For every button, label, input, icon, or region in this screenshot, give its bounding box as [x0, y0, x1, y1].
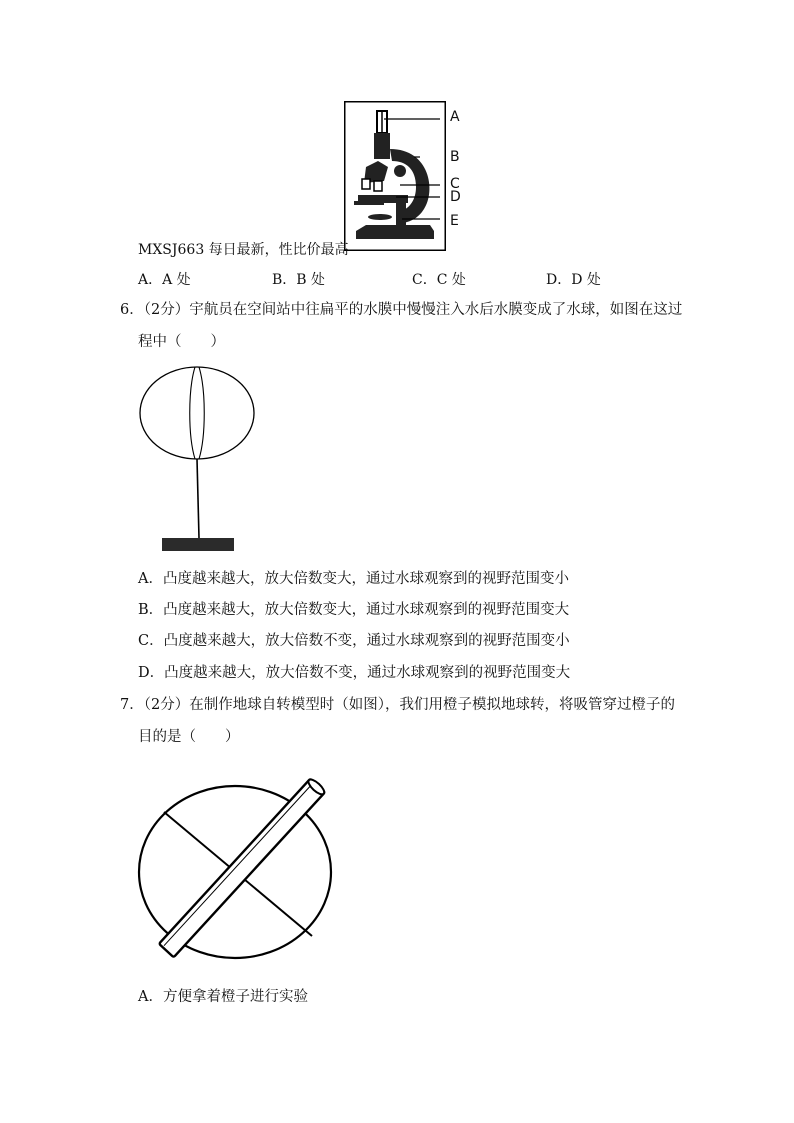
q7-stem-line2: 目的是（ ）	[138, 729, 240, 745]
q5-options	[138, 269, 658, 289]
orange-straw-drawing	[136, 760, 340, 972]
water-ball-figure	[136, 362, 260, 556]
q6-stem-line2: 程中（ ）	[138, 334, 225, 350]
label-b: B	[450, 149, 460, 165]
microscope-drawing	[344, 101, 446, 251]
label-d: D	[450, 189, 461, 205]
q7-option-a[interactable]: A．方便拿着橙子进行实验	[138, 989, 308, 1005]
label-e: E	[450, 213, 459, 229]
q6-option-b[interactable]: B．凸度越来越大，放大倍数变大，通过水球观察到的视野范围变大	[138, 602, 570, 618]
orange-straw-figure	[136, 760, 340, 972]
q6-option-a[interactable]: A．凸度越来越大，放大倍数变大，通过水球观察到的视野范围变小	[138, 571, 569, 587]
q7-stem-line1: 7．（2分）在制作地球自转模型时（如图），我们用橙子模拟地球转，将吸管穿过橙子的	[120, 697, 675, 713]
q6-option-c[interactable]: C．凸度越来越大，放大倍数不变，通过水球观察到的视野范围变小	[138, 633, 570, 649]
label-c: C	[450, 176, 460, 192]
q6-option-d[interactable]: D．凸度越来越大，放大倍数不变，通过水球观察到的视野范围变大	[138, 665, 571, 681]
q5-option-b[interactable]: B．B 处	[272, 272, 326, 288]
q6-stem-line1: 6．（2分）宇航员在空间站中往扁平的水膜中慢慢注入水后水膜变成了水球，如图在这过	[120, 302, 683, 318]
label-a: A	[450, 109, 460, 125]
q5-option-d[interactable]: D．D 处	[546, 272, 601, 288]
water-ball-drawing	[136, 362, 260, 556]
figure-caption: MXSJ663 每日最新，性比价最高	[138, 242, 349, 258]
microscope-figure	[344, 101, 461, 251]
q5-option-c[interactable]: C．C 处	[412, 272, 466, 288]
q5-option-a[interactable]: A．A 处	[138, 272, 191, 288]
